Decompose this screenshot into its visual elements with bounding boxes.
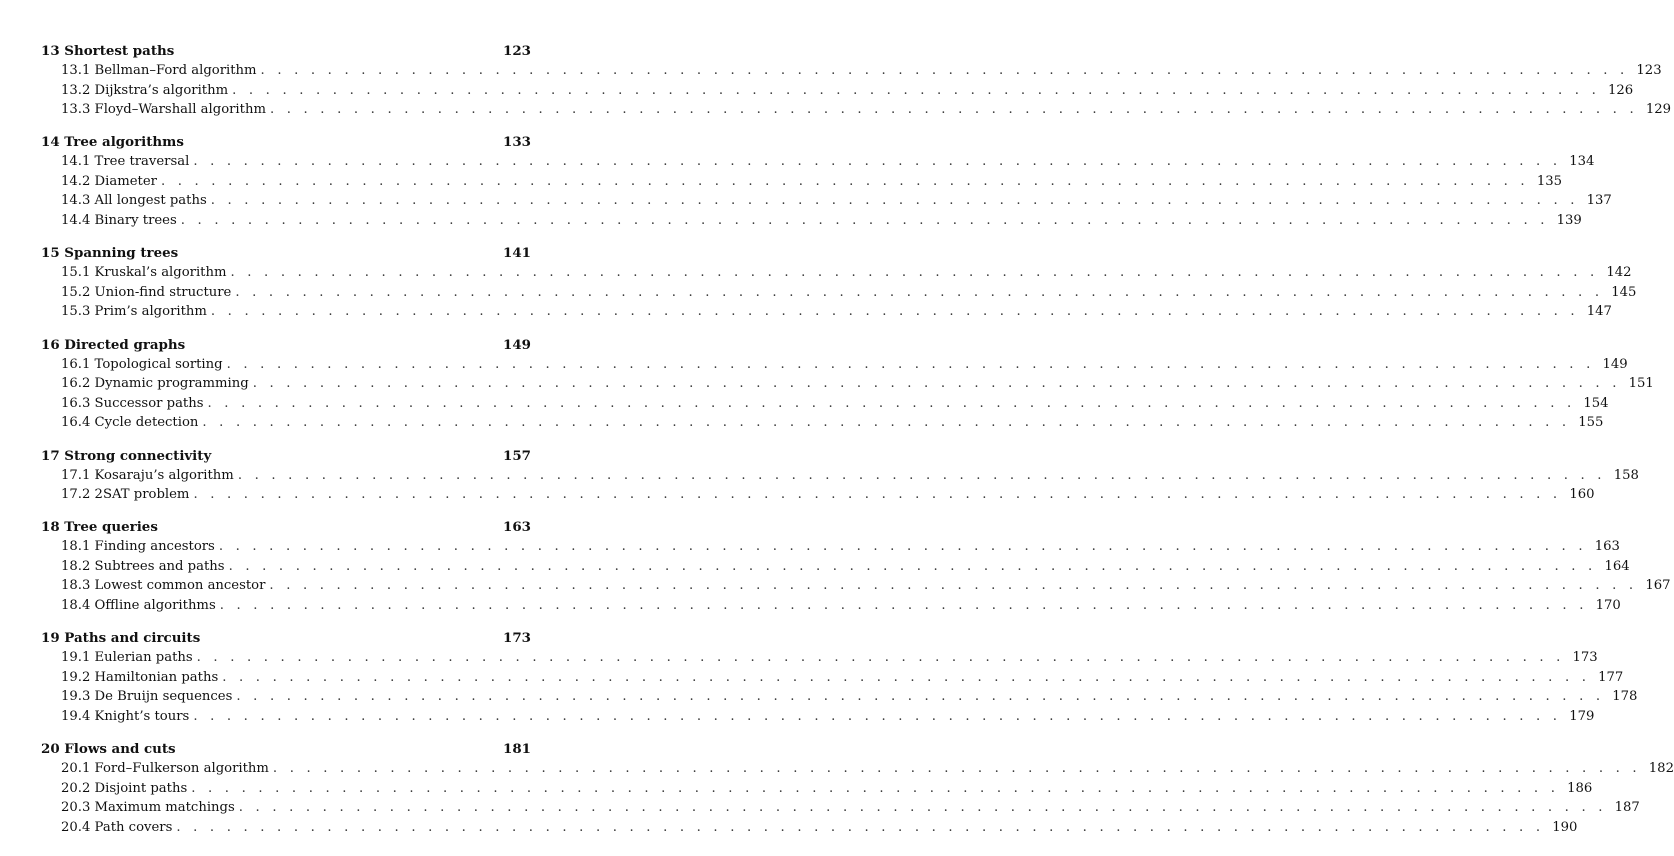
toc-section-entry[interactable]: [41, 81, 1634, 101]
toc-section-entry[interactable]: [41, 687, 1638, 707]
chapter-heading[interactable]: [41, 628, 531, 648]
toc-section-entry[interactable]: [41, 596, 1621, 616]
toc-section-entry[interactable]: [41, 191, 1612, 211]
dot-leader: . . . . . . . . . . . . . . . . . . . . . . . . . . . . . . . . . . . . . . . . . . . . . . . . . . . . . . . . . . . . . . . . . . . . . . . . . . . . . . . . . .: [193, 154, 1562, 170]
section-title: 14.2 Diameter: [61, 173, 157, 189]
chapter-heading[interactable]: [41, 517, 531, 537]
chapter-title: 13 Shortest paths: [41, 43, 175, 59]
section-title: 20.1 Ford–Fulkerson algorithm: [61, 761, 269, 777]
toc-section-entry[interactable]: [41, 707, 1595, 727]
section-page-number: 163: [1594, 539, 1620, 555]
section-title: 14.4 Binary trees: [61, 212, 177, 228]
toc-section-entry[interactable]: [41, 668, 1624, 688]
toc-section-entry[interactable]: [41, 263, 1632, 283]
toc-section-entry[interactable]: [41, 466, 1639, 486]
section-page-number: 178: [1612, 689, 1638, 705]
section-list: [41, 263, 1637, 322]
chapter-title: 19 Paths and circuits: [41, 630, 201, 647]
chapter-page-number: 173: [503, 630, 531, 647]
toc-section-entry[interactable]: [41, 818, 1578, 838]
chapter-page-number: 123: [503, 43, 531, 59]
dot-leader: . . . . . . . . . . . . . . . . . . . . . . . . . . . . . . . . . . . . . . . . . . . . . . . . . . . . . . . . . . . . . . . . . . . . . . . . . . . . . . . . . .: [238, 800, 1607, 816]
chapter-title: 17 Strong connectivity: [41, 447, 212, 464]
toc-section-entry[interactable]: [41, 355, 1628, 375]
chapter-title: 14 Tree algorithms: [41, 134, 184, 151]
chapter-heading[interactable]: [41, 132, 531, 152]
toc-chapter: [41, 739, 1674, 837]
dot-leader: . . . . . . . . . . . . . . . . . . . . . . . . . . . . . . . . . . . . . . . . . . . . . . . . . . . . . . . . . . . . . . . . . . . . . . . . . . . . . . . . . .: [160, 173, 1529, 189]
section-title: 18.2 Subtrees and paths: [61, 558, 225, 574]
toc-section-entry[interactable]: [41, 394, 1609, 414]
dot-leader: . . . . . . . . . . . . . . . . . . . . . . . . . . . . . . . . . . . . . . . . . . . . . . . . . . . . . . . . . . . . . . . . . . . . . . . . . . . . . . . . . .: [196, 650, 1565, 666]
section-page-number: 139: [1556, 212, 1582, 228]
section-page-number: 149: [1602, 356, 1628, 372]
section-title: 13.1 Bellman–Ford algorithm: [61, 63, 257, 78]
dot-leader: . . . . . . . . . . . . . . . . . . . . . . . . . . . . . . . . . . . . . . . . . . . . . . . . . . . . . . . . . . . . . . . . . . . . . . . . . . . . . . . . . .: [230, 265, 1599, 281]
section-title: 14.1 Tree traversal: [61, 154, 190, 170]
section-title: 20.2 Disjoint paths: [61, 780, 188, 796]
dot-leader: . . . . . . . . . . . . . . . . . . . . . . . . . . . . . . . . . . . . . . . . . . . . . . . . . . . . . . . . . . . . . . . . . . . . . . . . . . . . . . . . . .: [232, 82, 1600, 98]
dot-leader: . . . . . . . . . . . . . . . . . . . . . . . . . . . . . . . . . . . . . . . . . . . . . . . . . . . . . . . . . . . . . . . . . . . . . . . . . . . . . . . . . .: [235, 284, 1604, 300]
toc-chapter: [41, 132, 1612, 230]
toc-section-entry[interactable]: [41, 759, 1674, 779]
section-page-number: 187: [1614, 800, 1640, 816]
chapter-heading[interactable]: [41, 739, 531, 759]
dot-leader: . . . . . . . . . . . . . . . . . . . . . . . . . . . . . . . . . . . . . . . . . . . . . . . . . . . . . . . . . . . . . . . . . . . . . . . . . . . . . . . . . .: [252, 376, 1621, 392]
toc-section-entry[interactable]: [41, 302, 1612, 322]
dot-leader: . . . . . . . . . . . . . . . . . . . . . . . . . . . . . . . . . . . . . . . . . . . . . . . . . . . . . . . . . . . . . . . . . . . . . . . . . . . . . . . . . .: [218, 539, 1587, 555]
section-title: 16.3 Successor paths: [61, 395, 204, 411]
dot-leader: . . . . . . . . . . . . . . . . . . . . . . . . . . . . . . . . . . . . . . . . . . . . . . . . . . . . . . . . . . . . . . . . . . . . . . . . . . . . . . . . . .: [237, 467, 1606, 483]
chapter-heading[interactable]: [41, 243, 531, 263]
section-title: 15.1 Kruskal’s algorithm: [61, 265, 227, 281]
section-page-number: 155: [1578, 415, 1604, 431]
section-page-number: 142: [1606, 265, 1632, 281]
section-page-number: 186: [1567, 780, 1593, 796]
dot-leader: . . . . . . . . . . . . . . . . . . . . . . . . . . . . . . . . . . . . . . . . . . . . . . . . . . . . . . . . . . . . . . . . . . . . . . . . . . . . . . . . . .: [260, 63, 1629, 78]
section-title: 13.3 Floyd–Warshall algorithm: [61, 102, 266, 117]
toc-section-entry[interactable]: [41, 374, 1654, 394]
section-list: [41, 355, 1654, 433]
section-page-number: 154: [1583, 395, 1609, 411]
dot-leader: . . . . . . . . . . . . . . . . . . . . . . . . . . . . . . . . . . . . . . . . . . . . . . . . . . . . . . . . . . . . . . . . . . . . . . . . . . . . . . . . . .: [222, 669, 1591, 685]
dot-leader: . . . . . . . . . . . . . . . . . . . . . . . . . . . . . . . . . . . . . . . . . . . . . . . . . . . . . . . . . . . . . . . . . . . . . . . . . . . . . . . . . .: [272, 761, 1641, 777]
toc-chapter: [41, 517, 1671, 615]
section-page-number: 190: [1552, 819, 1578, 835]
section-page-number: 129: [1645, 102, 1672, 117]
section-list: [41, 759, 1674, 837]
toc-section-entry[interactable]: [41, 100, 1672, 120]
chapter-page-number: 133: [503, 134, 531, 151]
section-title: 16.4 Cycle detection: [61, 415, 199, 431]
chapter-page-number: 157: [503, 447, 531, 464]
section-title: 14.3 All longest paths: [61, 193, 207, 209]
section-title: 18.1 Finding ancestors: [61, 539, 215, 555]
chapter-page-number: 181: [503, 741, 531, 758]
section-page-number: 164: [1604, 558, 1630, 574]
chapter-title: 16 Directed graphs: [41, 336, 186, 353]
toc-section-entry[interactable]: [41, 798, 1640, 818]
section-title: 16.1 Topological sorting: [61, 356, 223, 372]
section-page-number: 137: [1586, 193, 1612, 209]
section-page-number: 173: [1572, 650, 1598, 666]
dot-leader: . . . . . . . . . . . . . . . . . . . . . . . . . . . . . . . . . . . . . . . . . . . . . . . . . . . . . . . . . . . . . . . . . . . . . . . . . . . . . . . . . .: [176, 819, 1545, 835]
section-page-number: 179: [1569, 708, 1595, 724]
section-title: 19.2 Hamiltonian paths: [61, 669, 219, 685]
section-list: [41, 152, 1612, 230]
section-title: 13.2 Dijkstra’s algorithm: [61, 82, 229, 98]
dot-leader: . . . . . . . . . . . . . . . . . . . . . . . . . . . . . . . . . . . . . . . . . . . . . . . . . . . . . . . . . . . . . . . . . . . . . . . . . . . . . . . . . .: [219, 597, 1588, 613]
section-page-number: 160: [1569, 487, 1595, 503]
toc-section-entry[interactable]: [41, 537, 1620, 557]
toc-section-entry[interactable]: [41, 557, 1630, 577]
dot-leader: . . . . . . . . . . . . . . . . . . . . . . . . . . . . . . . . . . . . . . . . . . . . . . . . . . . . . . . . . . . . . . . . . . . . . . . . . . . . . . . . . .: [210, 304, 1579, 320]
toc-section-entry[interactable]: [41, 779, 1593, 799]
dot-leader: . . . . . . . . . . . . . . . . . . . . . . . . . . . . . . . . . . . . . . . . . . . . . . . . . . . . . . . . . . . . . . . . . . . . . . . . . . . . . . . . . .: [202, 415, 1571, 431]
dot-leader: . . . . . . . . . . . . . . . . . . . . . . . . . . . . . . . . . . . . . . . . . . . . . . . . . . . . . . . . . . . . . . . . . . . . . . . . . . . . . . . . . .: [228, 558, 1597, 574]
toc-section-entry[interactable]: [41, 576, 1671, 596]
section-title: 18.3 Lowest common ancestor: [61, 578, 266, 594]
toc-section-entry[interactable]: [41, 211, 1582, 231]
section-title: 20.3 Maximum matchings: [61, 800, 235, 816]
section-title: 17.2 2SAT problem: [61, 487, 190, 503]
chapter-title: 15 Spanning trees: [41, 245, 179, 262]
chapter-page-number: 163: [503, 519, 531, 536]
toc-section-entry[interactable]: [41, 172, 1562, 192]
section-page-number: 158: [1613, 467, 1639, 483]
dot-leader: . . . . . . . . . . . . . . . . . . . . . . . . . . . . . . . . . . . . . . . . . . . . . . . . . . . . . . . . . . . . . . . . . . . . . . . . . . . . . . . . . .: [226, 356, 1595, 372]
chapter-heading[interactable]: [41, 446, 531, 466]
section-list: [41, 537, 1671, 615]
section-title: 18.4 Offline algorithms: [61, 597, 216, 613]
toc-chapter: [41, 41, 1672, 120]
dot-leader: . . . . . . . . . . . . . . . . . . . . . . . . . . . . . . . . . . . . . . . . . . . . . . . . . . . . . . . . . . . . . . . . . . . . . . . . . . . . . . . . . .: [269, 102, 1638, 117]
table-of-contents: [41, 41, 1674, 850]
toc-chapter: [41, 243, 1637, 322]
section-page-number: 145: [1611, 284, 1637, 300]
section-title: 19.3 De Bruijn sequences: [61, 689, 233, 705]
chapter-heading[interactable]: [41, 41, 531, 61]
chapter-title: 18 Tree queries: [41, 519, 158, 536]
section-page-number: 170: [1595, 597, 1621, 613]
section-page-number: 135: [1536, 173, 1562, 189]
section-list: [41, 61, 1672, 120]
dot-leader: . . . . . . . . . . . . . . . . . . . . . . . . . . . . . . . . . . . . . . . . . . . . . . . . . . . . . . . . . . . . . . . . . . . . . . . . . . . . . . . . . .: [180, 212, 1549, 228]
dot-leader: . . . . . . . . . . . . . . . . . . . . . . . . . . . . . . . . . . . . . . . . . . . . . . . . . . . . . . . . . . . . . . . . . . . . . . . . . . . . . . . . . .: [193, 708, 1562, 724]
chapter-heading[interactable]: [41, 335, 531, 355]
section-page-number: 177: [1598, 669, 1624, 685]
dot-leader: . . . . . . . . . . . . . . . . . . . . . . . . . . . . . . . . . . . . . . . . . . . . . . . . . . . . . . . . . . . . . . . . . . . . . . . . . . . . . . . . . .: [210, 193, 1579, 209]
section-title: 19.1 Eulerian paths: [61, 650, 193, 666]
toc-section-entry[interactable]: [41, 413, 1604, 433]
section-title: 16.2 Dynamic programming: [61, 376, 249, 392]
section-page-number: 182: [1648, 761, 1674, 777]
section-list: [41, 466, 1639, 505]
toc-section-entry[interactable]: [41, 152, 1595, 172]
section-page-number: 147: [1586, 304, 1612, 320]
chapter-title: 20 Flows and cuts: [41, 741, 176, 758]
section-title: 15.2 Union-find structure: [61, 284, 232, 300]
dot-leader: . . . . . . . . . . . . . . . . . . . . . . . . . . . . . . . . . . . . . . . . . . . . . . . . . . . . . . . . . . . . . . . . . . . . . . . . . . . . . . . . . .: [193, 487, 1562, 503]
dot-leader: . . . . . . . . . . . . . . . . . . . . . . . . . . . . . . . . . . . . . . . . . . . . . . . . . . . . . . . . . . . . . . . . . . . . . . . . . . . . . . . . . .: [207, 395, 1576, 411]
toc-section-entry[interactable]: [41, 485, 1595, 505]
dot-leader: . . . . . . . . . . . . . . . . . . . . . . . . . . . . . . . . . . . . . . . . . . . . . . . . . . . . . . . . . . . . . . . . . . . . . . . . . . . . . . . . . .: [269, 578, 1638, 594]
section-title: 19.4 Knight’s tours: [61, 708, 190, 724]
toc-section-entry[interactable]: [41, 648, 1598, 668]
toc-chapter: [41, 335, 1654, 433]
section-title: 17.1 Kosaraju’s algorithm: [61, 467, 234, 483]
section-list: [41, 648, 1638, 726]
section-page-number: 126: [1607, 82, 1634, 98]
toc-chapter: [41, 446, 1639, 505]
toc-section-entry[interactable]: [41, 283, 1637, 303]
toc-section-entry[interactable]: [41, 61, 1662, 81]
chapter-page-number: 149: [503, 336, 531, 353]
section-title: 15.3 Prim’s algorithm: [61, 304, 207, 320]
dot-leader: . . . . . . . . . . . . . . . . . . . . . . . . . . . . . . . . . . . . . . . . . . . . . . . . . . . . . . . . . . . . . . . . . . . . . . . . . . . . . . . . . .: [236, 689, 1605, 705]
section-title: 20.4 Path covers: [61, 819, 173, 835]
section-page-number: 134: [1569, 154, 1595, 170]
section-page-number: 123: [1636, 63, 1662, 78]
chapter-page-number: 141: [503, 245, 531, 262]
section-page-number: 151: [1628, 376, 1654, 392]
dot-leader: . . . . . . . . . . . . . . . . . . . . . . . . . . . . . . . . . . . . . . . . . . . . . . . . . . . . . . . . . . . . . . . . . . . . . . . . . . . . . . . . . .: [191, 780, 1560, 796]
section-page-number: 167: [1645, 578, 1671, 594]
toc-chapter: [41, 628, 1638, 726]
